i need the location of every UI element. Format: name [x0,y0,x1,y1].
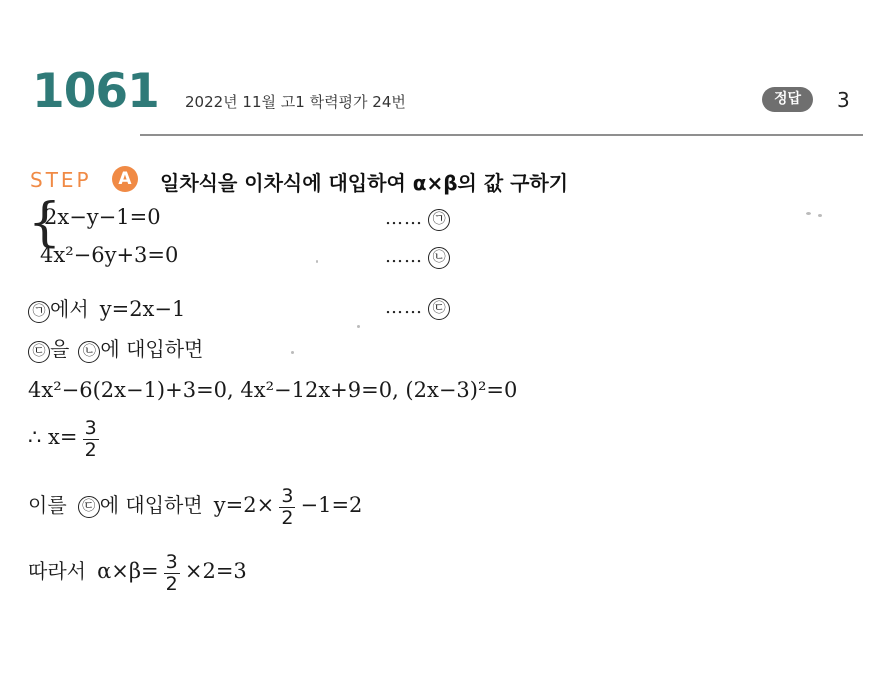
plug-text-2: 에 대입하면 [99,492,203,517]
fraction-numerator: 3 [281,485,294,507]
therefore-math: ∴ x= [28,424,78,449]
step-label: STEP [30,168,92,192]
plug-math-end: −1=2 [300,492,363,517]
step-letter-badge: A [112,166,138,192]
final-text: 따라서 [28,558,86,583]
fraction [164,552,180,595]
substitute-text: 을 [50,337,70,361]
expansion-line: 4x²−6(2x−1)+3=0, 4x²−12x+9=0, (2x−3)²=0 [28,378,518,402]
answer-badge: 정답 [762,87,813,112]
scan-speck [818,214,822,217]
marker-circle: ㉠ [28,301,50,323]
marker-circle: ㉢ [78,496,100,518]
plug-line [28,486,362,529]
equation-2-marker [385,246,450,269]
fraction-denominator: 2 [84,438,97,461]
fraction [83,418,99,461]
equation-1: 2x−y−1=0 [44,205,161,229]
leader-dots: …… [385,208,423,229]
answer-value: 3 [837,88,850,112]
final-math-end: ×2=3 [184,558,247,583]
substitute-text-2: 에 대입하면 [100,337,204,361]
marker-circle: ㉡ [428,247,450,269]
marker-circle: ㉠ [428,209,450,231]
system-brace: { [28,193,62,253]
step-title: 일차식을 이차식에 대입하여 α×β의 값 구하기 [160,171,569,195]
equation-3-marker [385,297,450,320]
marker-circle: ㉢ [28,341,50,363]
fraction [279,486,295,529]
fraction-numerator: 3 [84,417,97,439]
fraction-numerator: 3 [165,551,178,573]
header-divider [140,134,863,136]
scan-speck [806,212,811,215]
scan-speck [316,260,318,263]
scan-speck [357,325,360,328]
derive-line [28,293,185,323]
final-line [28,552,247,595]
equation-2: 4x²−6y+3=0 [40,243,179,267]
plug-text: 이를 [28,492,67,517]
final-math: α×β= [97,558,159,583]
fraction-denominator: 2 [281,506,294,529]
derive-text: 에서 [50,297,89,321]
scan-speck [291,351,294,354]
derive-math: y=2x−1 [99,297,186,321]
equation-1-marker [385,208,450,231]
fraction-denominator: 2 [165,572,178,595]
marker-circle: ㉢ [428,298,450,320]
plug-math: y=2× [213,492,275,517]
problem-source: 2022년 11월 고1 학력평가 24번 [185,93,406,111]
marker-circle: ㉡ [78,341,100,363]
leader-dots: …… [385,246,423,267]
problem-number: 1061 [32,64,159,119]
leader-dots: …… [385,297,423,318]
therefore-line [28,418,99,461]
substitute-line [28,333,203,363]
